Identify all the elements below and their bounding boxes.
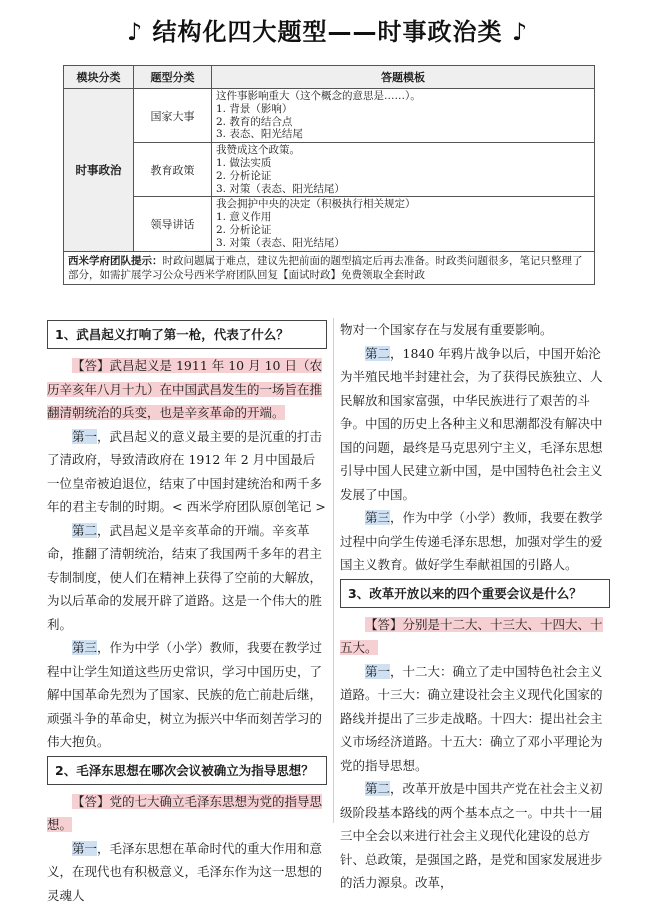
template-cell — [212, 89, 595, 143]
template-line: 2. 教育的结合点 — [216, 115, 293, 128]
point-tag: 第二 — [72, 522, 98, 538]
table-row — [64, 89, 595, 143]
template-table — [63, 65, 595, 285]
header-answer-template: 答题模板 — [212, 66, 595, 89]
template-line: 1. 意义作用 — [216, 211, 272, 224]
template-cell — [212, 143, 595, 197]
point-tag: 第二 — [365, 345, 391, 361]
column-divider — [333, 318, 334, 823]
question-type-cell: 领导讲话 — [134, 197, 212, 251]
table-header-row — [64, 66, 595, 89]
template-line: 我赞成这个政策。 — [216, 144, 300, 157]
paragraph-text: ，作为中学（小学）教师，我要在教学过程中让学生知道这些历史常识，学习中国历史，了解中国革命先烈为了国家、民族的危亡前赴后继，顽强斗争的革命史，树立为振兴中华而刻苦学习的伟大抱负。 — [47, 640, 323, 749]
answer-highlight: 【答】武昌起义是 1911 年 10 月 10 日（农历辛亥年八月十九）在中国武昌发生的一场旨在推翻清朝统治的兵变，也是辛亥革命的开端。 — [47, 358, 323, 420]
question-heading: 1、武昌起义打响了第一枪，代表了什么？ — [47, 320, 327, 349]
template-line: 1. 背景（影响） — [216, 102, 293, 115]
question-heading: 3、改革开放以来的四个重要会议是什么？ — [340, 579, 610, 608]
paragraph-text: ，1840 年鸦片战争以后，中国开始沦为半殖民地半封建社会，为了获得民族独立、人民解放和国家富强，中华民族进行了艰苦的斗争。中国的历史上各种主义和思潮都没有解决中国的问题，最终是马克思列宁主义，毛泽东思想引导中国人民建立新中国，是中国特色社会主义发展了中国。 — [340, 345, 603, 502]
template-line: 2. 分析论证 — [216, 223, 272, 236]
template-line: 我会拥护中央的决定（积极执行相关规定） — [216, 198, 416, 211]
template-line: 2. 分析论证 — [216, 169, 272, 182]
point-tag: 第三 — [72, 640, 98, 655]
header-module: 模块分类 — [64, 66, 134, 89]
answer-highlight: 【答】分别是十二大、十三大、十四大、十五大。 — [340, 616, 603, 655]
header-question-type: 题型分类 — [134, 66, 212, 89]
tip-label: 西米学府团队提示： — [68, 254, 163, 267]
paragraph-text: ，武昌起义的意义最主要的是沉重的打击了清政府，导致清政府在 1912 年 2 月中国最后一位皇帝被迫退位，结束了中国封建统治和两千多年的君主专制的时期。< 西米学府团队原创笔记 > — [47, 428, 326, 514]
right-column — [340, 318, 610, 895]
template-line: 这件事影响重大（这个概念的意思是……）。 — [216, 90, 421, 102]
paragraph-text: ，十二大：确立了走中国特色社会主义道路。十三大：确立建设社会主义现代化国家的路线并提出了三步走战略。十四大：提出社会主义市场经济道路。十五大：确立了邓小平理论为党的指导思想。 — [340, 663, 603, 773]
paragraph-text: ，改革开放是中国共产党在社会主义初级阶段基本路线的两个基本点之一。中共十一届三中全会以来进行社会主义现代化建设的总方针、总政策，是强国之路，是党和国家发展进步的活力源泉。改革， — [340, 781, 603, 890]
point-tag: 第一 — [72, 840, 98, 856]
template-line: 3. 表态、阳光结尾 — [216, 128, 303, 141]
template-line: 3. 对策（表态、阳光结尾） — [216, 182, 345, 195]
paragraph-text: 物对一个国家存在与发展有重要影响。 — [340, 322, 553, 337]
template-line: 3. 对策（表态、阳光结尾） — [216, 236, 345, 249]
point-tag: 第一 — [72, 428, 98, 444]
tip-text: 时政问题属于难点，建议先把前面的题型搞定后再去准备。时政类问题很多，笔记只整理了部分，如需扩展学习公众号西米学府团队回复【面试时政】免费领取全套时政 — [68, 254, 583, 281]
paragraph-text: ，毛泽东思想在革命时代的重大作用和意义，在现代也有积极意义，毛泽东作为这一思想的灵魂人 — [47, 840, 323, 903]
left-column — [47, 318, 327, 907]
table-row — [64, 197, 595, 251]
point-tag: 第三 — [365, 510, 391, 525]
paragraph-text: ，作为中学（小学）教师，我要在教学过程中向学生传递毛泽东思想，加强对学生的爱国主义教育。做好学生奉献祖国的引路人。 — [340, 510, 603, 572]
tip-cell — [64, 251, 595, 284]
template-line: 1. 做法实质 — [216, 156, 272, 169]
module-cell: 时事政治 — [64, 89, 134, 252]
point-tag: 第二 — [365, 781, 391, 796]
question-type-cell: 国家大事 — [134, 89, 212, 143]
question-type-cell: 教育政策 — [134, 143, 212, 197]
answer-highlight: 【答】党的七大确立毛泽东思想为党的指导思想。 — [47, 793, 323, 832]
table-row — [64, 143, 595, 197]
template-cell — [212, 197, 595, 251]
point-tag: 第一 — [365, 663, 391, 679]
paragraph-text: ，武昌起义是辛亥革命的开端。辛亥革命，推翻了清朝统治，结束了我国两千多年的君主专制制度，使人们在精神上获得了空前的大解放，为以后革命的发展开辟了道路。这是一个伟大的胜利。 — [47, 522, 323, 632]
page-title: ♪ 结构化四大题型——时事政治类 ♪ — [126, 18, 529, 46]
tip-row — [64, 251, 595, 284]
question-heading: 2、毛泽东思想在哪次会议被确立为指导思想？ — [47, 756, 327, 785]
